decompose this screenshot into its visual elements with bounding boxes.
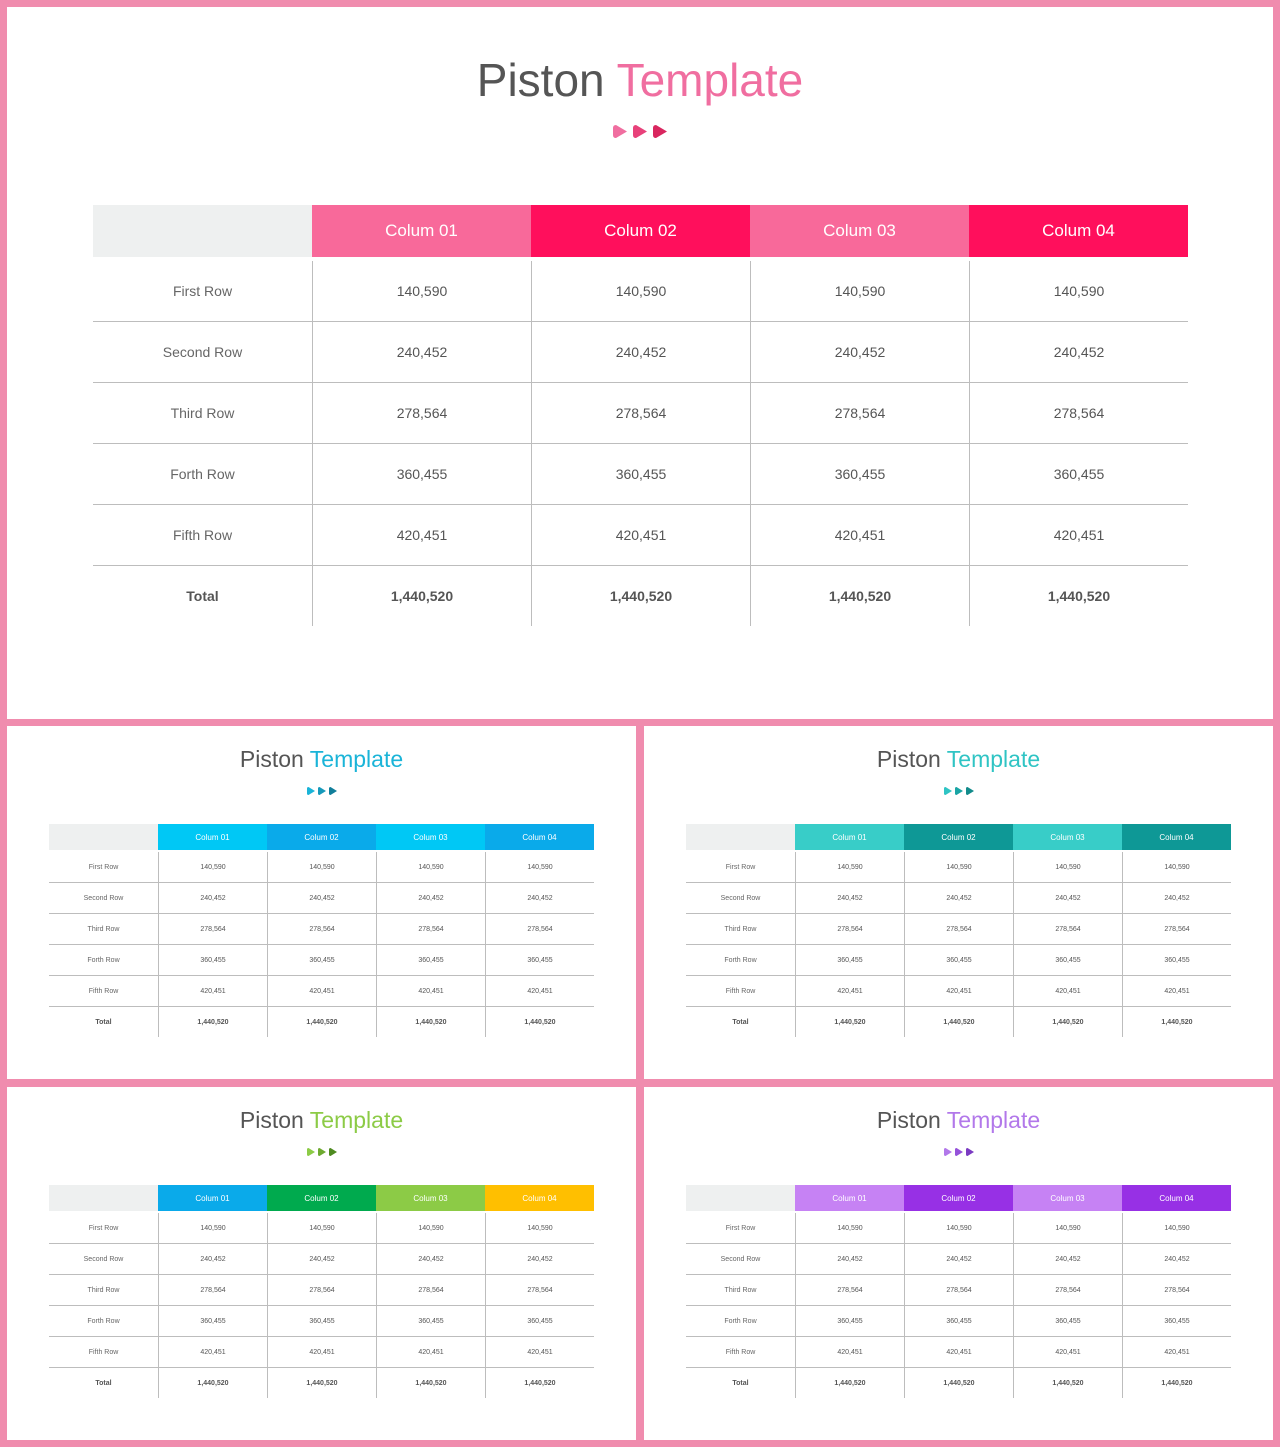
row-value: 420,451 xyxy=(904,1337,1013,1367)
column-header: Colum 04 xyxy=(1122,1185,1231,1211)
row-value: 278,564 xyxy=(376,914,485,944)
row-value: 240,452 xyxy=(267,1244,376,1274)
row-label: Forth Row xyxy=(87,956,120,964)
row-value: 278,564 xyxy=(158,1275,267,1305)
row-value: 420,451 xyxy=(904,976,1013,1006)
data-table xyxy=(686,1185,1231,1398)
title-word-1: Piston xyxy=(239,1107,304,1133)
row-label: First Row xyxy=(88,863,119,871)
table-header-row xyxy=(93,205,1188,257)
row-value: 420,451 xyxy=(531,505,750,565)
title-arrows xyxy=(644,1144,1273,1160)
title-arrows xyxy=(7,783,636,799)
table-row xyxy=(686,1274,1231,1305)
row-label: Third Row xyxy=(170,405,235,421)
row-value: 420,451 xyxy=(795,976,904,1006)
title-arrows xyxy=(7,125,1273,142)
table-row xyxy=(686,944,1231,975)
row-value: 1,440,520 xyxy=(531,566,750,626)
row-value: 420,451 xyxy=(485,1337,594,1367)
row-value: 420,451 xyxy=(1122,1337,1231,1367)
row-value: 360,455 xyxy=(531,444,750,504)
slide-main xyxy=(7,7,1273,719)
table-row xyxy=(49,1274,594,1305)
row-value: 420,451 xyxy=(1122,976,1231,1006)
row-label: Total xyxy=(732,1379,749,1387)
row-value: 360,455 xyxy=(376,945,485,975)
row-value: 140,590 xyxy=(158,1213,267,1243)
row-value: 420,451 xyxy=(312,505,531,565)
table-body xyxy=(686,852,1231,1037)
table-row xyxy=(686,913,1231,944)
row-value: 1,440,520 xyxy=(904,1007,1013,1037)
row-label: Total xyxy=(95,1379,112,1387)
column-header: Colum 03 xyxy=(1013,824,1122,850)
row-value: 360,455 xyxy=(795,1306,904,1336)
data-table xyxy=(49,824,594,1037)
row-value: 420,451 xyxy=(795,1337,904,1367)
row-value: 420,451 xyxy=(485,976,594,1006)
row-value: 360,455 xyxy=(376,1306,485,1336)
row-value: 1,440,520 xyxy=(267,1007,376,1037)
row-label: Second Row xyxy=(720,894,761,902)
row-value: 1,440,520 xyxy=(795,1368,904,1398)
column-header: Colum 03 xyxy=(750,205,969,257)
header-blank-cell xyxy=(49,1185,158,1211)
column-header: Colum 01 xyxy=(795,824,904,850)
row-value: 240,452 xyxy=(1013,883,1122,913)
header-blank-cell xyxy=(93,205,312,257)
row-value: 1,440,520 xyxy=(158,1007,267,1037)
arrow-shape xyxy=(944,1148,952,1156)
column-header: Colum 04 xyxy=(485,1185,594,1211)
row-label: Total xyxy=(732,1018,749,1026)
row-value: 278,564 xyxy=(267,914,376,944)
row-value: 240,452 xyxy=(376,883,485,913)
table-row xyxy=(49,913,594,944)
table-row xyxy=(686,1243,1231,1274)
row-value: 140,590 xyxy=(1122,852,1231,882)
table-row xyxy=(49,1305,594,1336)
row-value: 1,440,520 xyxy=(1013,1007,1122,1037)
row-value: 360,455 xyxy=(904,945,1013,975)
title-word-2: Template xyxy=(946,1107,1041,1133)
table-row xyxy=(93,504,1188,565)
row-value: 278,564 xyxy=(376,1275,485,1305)
arrow-shape xyxy=(318,787,326,795)
row-value: 240,452 xyxy=(267,883,376,913)
row-value: 140,590 xyxy=(376,852,485,882)
arrow-shape xyxy=(613,125,627,138)
row-value: 140,590 xyxy=(1013,852,1122,882)
table-row xyxy=(49,944,594,975)
table-row xyxy=(49,975,594,1006)
row-label: Fifth Row xyxy=(172,527,233,543)
column-header: Colum 04 xyxy=(485,824,594,850)
row-value: 140,590 xyxy=(969,261,1188,321)
row-value: 1,440,520 xyxy=(1122,1007,1231,1037)
table-header-row xyxy=(49,1185,594,1211)
row-value: 278,564 xyxy=(485,914,594,944)
row-value: 420,451 xyxy=(158,976,267,1006)
column-header: Colum 02 xyxy=(267,1185,376,1211)
arrow-shape xyxy=(633,125,647,138)
triple-arrow-icon xyxy=(613,125,667,138)
row-value: 420,451 xyxy=(376,1337,485,1367)
row-value: 240,452 xyxy=(1013,1244,1122,1274)
page-title xyxy=(644,1107,1273,1134)
row-value: 240,452 xyxy=(312,322,531,382)
row-value: 360,455 xyxy=(904,1306,1013,1336)
row-value: 1,440,520 xyxy=(312,566,531,626)
row-value: 1,440,520 xyxy=(795,1007,904,1037)
row-value: 420,451 xyxy=(969,505,1188,565)
table-header-row xyxy=(686,824,1231,850)
slide-multi xyxy=(7,1087,636,1440)
column-header: Colum 01 xyxy=(312,205,531,257)
triple-arrow-icon xyxy=(944,787,974,795)
table-row xyxy=(686,882,1231,913)
row-value: 1,440,520 xyxy=(267,1368,376,1398)
row-label: Fifth Row xyxy=(88,1348,119,1356)
title-word-2: Template xyxy=(309,746,404,772)
column-header: Colum 01 xyxy=(158,1185,267,1211)
row-value: 140,590 xyxy=(485,1213,594,1243)
row-value: 1,440,520 xyxy=(1013,1368,1122,1398)
row-label: Fifth Row xyxy=(725,1348,756,1356)
row-label: Fifth Row xyxy=(725,987,756,995)
row-value: 140,590 xyxy=(267,852,376,882)
row-value: 240,452 xyxy=(376,1244,485,1274)
row-value: 140,590 xyxy=(1122,1213,1231,1243)
row-value: 360,455 xyxy=(1013,945,1122,975)
row-value: 240,452 xyxy=(795,1244,904,1274)
row-label: First Row xyxy=(88,1224,119,1232)
data-table xyxy=(686,824,1231,1037)
data-table xyxy=(93,205,1188,626)
row-value: 240,452 xyxy=(531,322,750,382)
table-row xyxy=(93,261,1188,321)
row-value: 278,564 xyxy=(969,383,1188,443)
row-value: 140,590 xyxy=(485,852,594,882)
row-label: Second Row xyxy=(720,1255,761,1263)
row-value: 140,590 xyxy=(795,1213,904,1243)
row-label: Total xyxy=(186,588,219,604)
row-value: 420,451 xyxy=(158,1337,267,1367)
table-row xyxy=(686,1336,1231,1367)
total-row xyxy=(93,565,1188,626)
column-header: Colum 02 xyxy=(531,205,750,257)
column-header: Colum 04 xyxy=(1122,824,1231,850)
title-arrows xyxy=(7,1144,636,1160)
row-value: 278,564 xyxy=(795,1275,904,1305)
column-header: Colum 02 xyxy=(267,824,376,850)
page-title xyxy=(7,746,636,773)
row-label: Third Row xyxy=(87,1286,120,1294)
arrow-shape xyxy=(944,787,952,795)
row-value: 240,452 xyxy=(158,1244,267,1274)
row-label: Second Row xyxy=(83,894,124,902)
row-value: 240,452 xyxy=(1122,1244,1231,1274)
row-value: 420,451 xyxy=(1013,976,1122,1006)
slide-purple xyxy=(644,1087,1273,1440)
row-value: 278,564 xyxy=(904,914,1013,944)
row-label: First Row xyxy=(172,283,233,299)
row-value: 420,451 xyxy=(750,505,969,565)
page-title xyxy=(644,746,1273,773)
table-row xyxy=(93,382,1188,443)
column-header: Colum 02 xyxy=(904,1185,1013,1211)
row-value: 240,452 xyxy=(485,1244,594,1274)
table-row xyxy=(49,1336,594,1367)
row-value: 278,564 xyxy=(1122,1275,1231,1305)
row-label: Third Row xyxy=(724,925,757,933)
row-value: 360,455 xyxy=(485,1306,594,1336)
row-value: 240,452 xyxy=(750,322,969,382)
row-value: 240,452 xyxy=(485,883,594,913)
table-row xyxy=(49,1213,594,1243)
total-row xyxy=(686,1006,1231,1037)
title-word-1: Piston xyxy=(876,1107,941,1133)
arrow-shape xyxy=(329,1148,337,1156)
slide-teal xyxy=(644,726,1273,1079)
row-value: 360,455 xyxy=(750,444,969,504)
row-value: 240,452 xyxy=(904,1244,1013,1274)
triple-arrow-icon xyxy=(307,1148,337,1156)
table-body xyxy=(49,1213,594,1398)
table-header-row xyxy=(686,1185,1231,1211)
table-row xyxy=(49,1243,594,1274)
row-value: 140,590 xyxy=(267,1213,376,1243)
header-blank-cell xyxy=(686,1185,795,1211)
row-value: 140,590 xyxy=(312,261,531,321)
triple-arrow-icon xyxy=(944,1148,974,1156)
row-value: 140,590 xyxy=(376,1213,485,1243)
page-title xyxy=(7,53,1273,107)
table-body xyxy=(93,261,1188,626)
table-row xyxy=(686,1305,1231,1336)
column-header: Colum 03 xyxy=(376,824,485,850)
row-value: 278,564 xyxy=(267,1275,376,1305)
row-label: Total xyxy=(95,1018,112,1026)
row-value: 278,564 xyxy=(1013,1275,1122,1305)
table-row xyxy=(686,852,1231,882)
row-value: 240,452 xyxy=(1122,883,1231,913)
header-blank-cell xyxy=(49,824,158,850)
row-value: 360,455 xyxy=(485,945,594,975)
row-value: 140,590 xyxy=(531,261,750,321)
table-header-row xyxy=(49,824,594,850)
row-value: 1,440,520 xyxy=(485,1007,594,1037)
table-body xyxy=(49,852,594,1037)
arrow-shape xyxy=(318,1148,326,1156)
table-row xyxy=(686,975,1231,1006)
row-label: Third Row xyxy=(724,1286,757,1294)
row-value: 1,440,520 xyxy=(376,1007,485,1037)
row-label: Forth Row xyxy=(724,956,757,964)
row-label: First Row xyxy=(725,1224,756,1232)
title-word-1: Piston xyxy=(239,746,304,772)
row-value: 360,455 xyxy=(1013,1306,1122,1336)
title-word-1: Piston xyxy=(876,746,941,772)
column-header: Colum 03 xyxy=(376,1185,485,1211)
row-value: 360,455 xyxy=(267,1306,376,1336)
column-header: Colum 01 xyxy=(795,1185,904,1211)
row-value: 140,590 xyxy=(904,852,1013,882)
table-row xyxy=(93,321,1188,382)
arrow-shape xyxy=(966,787,974,795)
row-value: 360,455 xyxy=(795,945,904,975)
column-header: Colum 04 xyxy=(969,205,1188,257)
row-value: 420,451 xyxy=(267,976,376,1006)
row-value: 360,455 xyxy=(1122,945,1231,975)
arrow-shape xyxy=(955,787,963,795)
row-label: Forth Row xyxy=(170,466,235,482)
row-value: 140,590 xyxy=(750,261,969,321)
row-value: 360,455 xyxy=(1122,1306,1231,1336)
row-value: 360,455 xyxy=(969,444,1188,504)
header-blank-cell xyxy=(686,824,795,850)
row-label: Second Row xyxy=(83,1255,124,1263)
arrow-shape xyxy=(307,1148,315,1156)
table-body xyxy=(686,1213,1231,1398)
column-header: Colum 01 xyxy=(158,824,267,850)
row-value: 240,452 xyxy=(969,322,1188,382)
row-label: Forth Row xyxy=(724,1317,757,1325)
title-word-1: Piston xyxy=(476,54,605,106)
row-value: 278,564 xyxy=(904,1275,1013,1305)
row-value: 278,564 xyxy=(485,1275,594,1305)
row-value: 240,452 xyxy=(158,883,267,913)
row-value: 240,452 xyxy=(795,883,904,913)
row-value: 1,440,520 xyxy=(376,1368,485,1398)
triple-arrow-icon xyxy=(307,787,337,795)
row-value: 420,451 xyxy=(376,976,485,1006)
row-label: Fifth Row xyxy=(88,987,119,995)
row-value: 278,564 xyxy=(1122,914,1231,944)
row-value: 360,455 xyxy=(158,945,267,975)
arrow-shape xyxy=(307,787,315,795)
slide-blue xyxy=(7,726,636,1079)
title-word-2: Template xyxy=(616,54,804,106)
row-label: Second Row xyxy=(162,344,243,360)
row-value: 360,455 xyxy=(158,1306,267,1336)
row-value: 1,440,520 xyxy=(969,566,1188,626)
row-value: 420,451 xyxy=(267,1337,376,1367)
table-row xyxy=(49,882,594,913)
row-value: 1,440,520 xyxy=(1122,1368,1231,1398)
row-value: 278,564 xyxy=(750,383,969,443)
row-value: 278,564 xyxy=(531,383,750,443)
table-row xyxy=(93,443,1188,504)
row-label: Third Row xyxy=(87,925,120,933)
row-value: 140,590 xyxy=(795,852,904,882)
title-word-2: Template xyxy=(309,1107,404,1133)
row-value: 1,440,520 xyxy=(904,1368,1013,1398)
page-title xyxy=(7,1107,636,1134)
row-value: 360,455 xyxy=(312,444,531,504)
row-value: 360,455 xyxy=(267,945,376,975)
row-label: First Row xyxy=(725,863,756,871)
row-value: 1,440,520 xyxy=(158,1368,267,1398)
row-value: 278,564 xyxy=(795,914,904,944)
row-value: 278,564 xyxy=(312,383,531,443)
column-header: Colum 02 xyxy=(904,824,1013,850)
table-row xyxy=(686,1213,1231,1243)
arrow-shape xyxy=(653,125,667,138)
arrow-shape xyxy=(966,1148,974,1156)
row-value: 278,564 xyxy=(1013,914,1122,944)
column-header: Colum 03 xyxy=(1013,1185,1122,1211)
data-table xyxy=(49,1185,594,1398)
row-value: 240,452 xyxy=(904,883,1013,913)
row-value: 140,590 xyxy=(904,1213,1013,1243)
row-value: 1,440,520 xyxy=(750,566,969,626)
table-row xyxy=(49,852,594,882)
arrow-shape xyxy=(955,1148,963,1156)
title-word-2: Template xyxy=(946,746,1041,772)
total-row xyxy=(49,1006,594,1037)
total-row xyxy=(49,1367,594,1398)
row-label: Forth Row xyxy=(87,1317,120,1325)
total-row xyxy=(686,1367,1231,1398)
row-value: 1,440,520 xyxy=(485,1368,594,1398)
row-value: 140,590 xyxy=(1013,1213,1122,1243)
row-value: 420,451 xyxy=(1013,1337,1122,1367)
arrow-shape xyxy=(329,787,337,795)
title-arrows xyxy=(644,783,1273,799)
row-value: 140,590 xyxy=(158,852,267,882)
row-value: 278,564 xyxy=(158,914,267,944)
